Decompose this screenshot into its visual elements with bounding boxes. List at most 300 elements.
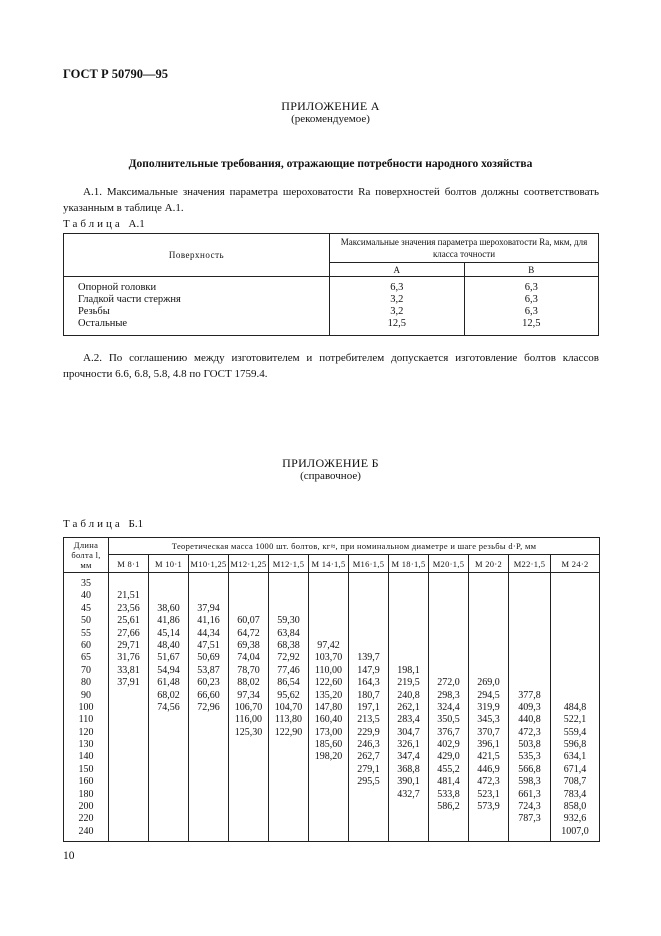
mass-value <box>269 578 308 590</box>
mass-value: 787,3 <box>518 813 541 825</box>
mass-value: 54,94 <box>157 664 180 676</box>
header-size: М12·1,25 <box>229 555 269 573</box>
mass-value <box>389 640 428 652</box>
ra-value: 3,2 <box>390 294 404 305</box>
mass-value: 319,9 <box>477 701 500 713</box>
mass-value: 41,86 <box>157 615 180 627</box>
mass-value: 326,1 <box>397 739 420 751</box>
mass-value <box>109 789 148 801</box>
mass-value <box>509 640 550 652</box>
length-value: 45 <box>81 602 91 614</box>
mass-value <box>229 578 268 590</box>
mass-value: 27,66 <box>117 627 140 639</box>
mass-value <box>389 578 428 590</box>
mass-value: 481,4 <box>437 776 460 788</box>
table-caption-number: Б.1 <box>128 518 144 530</box>
mass-value: 122,90 <box>274 726 303 738</box>
appendix-a-status: (рекомендуемое) <box>291 113 370 125</box>
length-value: 150 <box>78 763 94 775</box>
mass-column <box>551 573 600 842</box>
mass-value: 522,1 <box>563 714 587 726</box>
length-value: 70 <box>81 664 91 676</box>
mass-value <box>349 578 388 590</box>
mass-value <box>109 776 148 788</box>
mass-value: 455,2 <box>437 763 460 775</box>
mass-value: 440,8 <box>518 714 541 726</box>
document-code: ГОСТ Р 50790—95 <box>63 67 169 81</box>
mass-value <box>551 665 599 677</box>
mass-value <box>309 628 348 640</box>
mass-value <box>229 801 268 813</box>
mass-value: 304,7 <box>397 726 420 738</box>
mass-value <box>309 826 348 838</box>
mass-value: 72,92 <box>277 652 300 664</box>
header-length-line: мм <box>80 560 92 570</box>
mass-value <box>309 578 348 590</box>
mass-value: 213,5 <box>357 714 380 726</box>
mass-value: 48,40 <box>157 639 180 651</box>
mass-value <box>229 826 268 838</box>
mass-value: 173,00 <box>314 726 343 738</box>
mass-value <box>349 801 388 813</box>
mass-value <box>429 578 468 590</box>
mass-value <box>429 640 468 652</box>
mass-value: 60,07 <box>237 615 260 627</box>
mass-value <box>149 727 188 739</box>
mass-value <box>149 739 188 751</box>
mass-value <box>189 764 228 776</box>
mass-value <box>109 690 148 702</box>
mass-value <box>429 826 468 838</box>
mass-value: 262,7 <box>357 751 380 763</box>
mass-value <box>469 640 508 652</box>
mass-value <box>229 776 268 788</box>
mass-value: 95,62 <box>277 689 300 701</box>
mass-value: 103,70 <box>314 652 343 664</box>
mass-value <box>309 789 348 801</box>
mass-value <box>109 578 148 590</box>
length-value: 50 <box>81 615 91 627</box>
mass-column <box>269 573 309 842</box>
mass-value: 78,70 <box>237 664 260 676</box>
mass-value <box>349 789 388 801</box>
class-b-values <box>464 277 599 336</box>
mass-value: 347,4 <box>397 751 420 763</box>
mass-value: 432,7 <box>397 788 420 800</box>
mass-value: 1007,0 <box>561 825 589 837</box>
mass-column <box>109 573 149 842</box>
mass-value <box>551 628 599 640</box>
mass-value: 59,30 <box>277 615 300 627</box>
length-column <box>64 573 109 842</box>
mass-value <box>551 690 599 702</box>
mass-value: 472,3 <box>518 726 541 738</box>
length-value: 130 <box>78 739 94 751</box>
length-value: 40 <box>81 590 91 602</box>
mass-value <box>189 751 228 763</box>
mass-value <box>551 578 599 590</box>
table-caption-number: А.1 <box>128 218 145 230</box>
mass-value: 66,60 <box>197 689 220 701</box>
mass-value <box>469 590 508 602</box>
mass-value: 63,84 <box>277 627 300 639</box>
mass-value: 31,76 <box>117 652 140 664</box>
mass-value <box>469 578 508 590</box>
mass-value <box>149 751 188 763</box>
mass-value <box>349 640 388 652</box>
ra-value: 6,3 <box>524 282 538 293</box>
paragraph-a1: А.1. Максимальные значения параметра шероховатости Ra поверхностей болтов должны соответствовать указанным в таблице А.1. <box>63 186 599 214</box>
mass-value: 472,3 <box>477 776 500 788</box>
mass-value <box>189 714 228 726</box>
mass-value <box>189 578 228 590</box>
mass-value <box>429 665 468 677</box>
mass-value: 64,72 <box>237 627 260 639</box>
mass-value: 596,8 <box>563 739 587 751</box>
mass-value: 29,71 <box>117 639 140 651</box>
mass-value <box>109 714 148 726</box>
header-size: М16·1,5 <box>349 555 389 573</box>
mass-value: 409,3 <box>518 701 541 713</box>
mass-value <box>509 615 550 627</box>
length-value: 200 <box>78 801 94 813</box>
mass-value: 446,9 <box>477 763 500 775</box>
mass-value <box>469 628 508 640</box>
mass-value <box>229 813 268 825</box>
mass-value: 23,56 <box>117 602 140 614</box>
mass-value: 74,56 <box>157 701 180 713</box>
mass-value <box>509 578 550 590</box>
mass-value <box>349 813 388 825</box>
mass-value: 37,94 <box>197 602 220 614</box>
table-a1 <box>63 233 599 336</box>
length-value: 80 <box>81 677 91 689</box>
mass-value: 269,0 <box>477 677 500 689</box>
mass-value: 21,51 <box>117 590 140 602</box>
length-value: 120 <box>78 726 94 738</box>
length-value: 140 <box>78 751 94 763</box>
surface-list <box>64 277 330 336</box>
mass-value: 350,5 <box>437 714 460 726</box>
mass-value <box>189 739 228 751</box>
mass-value: 484,8 <box>563 701 587 713</box>
mass-value: 50,69 <box>197 652 220 664</box>
mass-value <box>509 677 550 689</box>
mass-value: 68,02 <box>157 689 180 701</box>
length-value: 100 <box>78 701 94 713</box>
mass-value <box>429 813 468 825</box>
header-size: М 10·1 <box>149 555 189 573</box>
mass-value <box>189 727 228 739</box>
mass-value: 533,8 <box>437 788 460 800</box>
mass-value: 164,3 <box>357 677 380 689</box>
mass-value <box>309 590 348 602</box>
table-caption-word: Таблица <box>63 518 123 530</box>
table-a1-caption <box>63 218 145 230</box>
length-value: 65 <box>81 652 91 664</box>
mass-column <box>309 573 349 842</box>
mass-value <box>189 813 228 825</box>
header-size: М12·1,5 <box>269 555 309 573</box>
mass-value: 396,1 <box>477 739 500 751</box>
mass-value <box>429 652 468 664</box>
mass-value <box>269 764 308 776</box>
header-size: М20·1,5 <box>429 555 469 573</box>
header-size: М 24·2 <box>551 555 600 573</box>
header-length <box>64 538 109 573</box>
header-length-line: болта l, <box>71 550 101 560</box>
mass-value: 147,80 <box>314 701 343 713</box>
mass-value: 45,14 <box>157 627 180 639</box>
mass-value <box>349 826 388 838</box>
mass-value <box>269 813 308 825</box>
mass-value <box>189 776 228 788</box>
mass-value <box>149 789 188 801</box>
mass-value: 61,48 <box>157 677 180 689</box>
header-size: М 8·1 <box>109 555 149 573</box>
mass-value: 298,3 <box>437 689 460 701</box>
mass-value <box>429 615 468 627</box>
mass-value <box>229 590 268 602</box>
header-ra-group: Максимальные значения параметра шероховатости Ra, мкм, для класса точности <box>330 234 599 263</box>
mass-value: 88,02 <box>237 677 260 689</box>
mass-value: 97,34 <box>237 689 260 701</box>
header-length-line: Длина <box>73 540 99 550</box>
mass-value <box>109 702 148 714</box>
ra-value: 6,3 <box>524 306 538 317</box>
mass-value <box>149 813 188 825</box>
mass-value: 41,16 <box>197 615 220 627</box>
mass-value: 72,96 <box>197 701 220 713</box>
mass-value <box>109 751 148 763</box>
mass-value <box>389 813 428 825</box>
length-value: 90 <box>81 689 91 701</box>
mass-value <box>349 590 388 602</box>
mass-value: 135,20 <box>314 689 343 701</box>
mass-value <box>229 764 268 776</box>
mass-value: 932,6 <box>563 813 587 825</box>
mass-value: 573,9 <box>477 801 500 813</box>
mass-value <box>389 628 428 640</box>
mass-value <box>389 590 428 602</box>
mass-value: 51,67 <box>157 652 180 664</box>
mass-value <box>389 615 428 627</box>
mass-value <box>189 801 228 813</box>
mass-value <box>551 677 599 689</box>
mass-value <box>189 789 228 801</box>
mass-value: 429,0 <box>437 751 460 763</box>
mass-column <box>229 573 269 842</box>
mass-value <box>269 603 308 615</box>
mass-value <box>469 603 508 615</box>
mass-value: 160,40 <box>314 714 343 726</box>
header-class-b: В <box>464 263 599 277</box>
ra-value: 12,5 <box>387 318 406 329</box>
mass-value <box>509 603 550 615</box>
mass-value <box>389 826 428 838</box>
mass-value <box>109 813 148 825</box>
header-surface: Поверхность <box>64 234 330 277</box>
mass-value <box>109 727 148 739</box>
mass-value <box>309 776 348 788</box>
mass-value: 535,3 <box>518 751 541 763</box>
mass-value <box>429 628 468 640</box>
header-class-a: А <box>330 263 465 277</box>
mass-value: 279,1 <box>357 763 380 775</box>
mass-value <box>309 603 348 615</box>
mass-value <box>389 652 428 664</box>
mass-value: 566,8 <box>518 763 541 775</box>
mass-value <box>551 652 599 664</box>
length-value: 60 <box>81 639 91 651</box>
mass-value: 47,51 <box>197 639 220 651</box>
mass-value <box>149 776 188 788</box>
mass-value: 125,30 <box>234 726 263 738</box>
mass-value <box>509 665 550 677</box>
mass-value <box>469 826 508 838</box>
mass-value <box>149 826 188 838</box>
mass-value: 598,3 <box>518 776 541 788</box>
mass-value <box>149 764 188 776</box>
length-value: 35 <box>81 578 91 589</box>
mass-value <box>389 801 428 813</box>
header-size: М 18·1,5 <box>389 555 429 573</box>
appendix-b-title: ПРИЛОЖЕНИЕ Б <box>282 456 379 470</box>
mass-column <box>429 573 469 842</box>
mass-value <box>551 615 599 627</box>
mass-value: 523,1 <box>477 788 500 800</box>
mass-value <box>229 603 268 615</box>
mass-value <box>269 801 308 813</box>
mass-value: 104,70 <box>274 701 303 713</box>
mass-value <box>309 764 348 776</box>
mass-value: 586,2 <box>437 801 460 813</box>
mass-value: 116,00 <box>234 714 263 726</box>
mass-value <box>149 578 188 590</box>
mass-value: 262,1 <box>397 701 420 713</box>
mass-value <box>109 764 148 776</box>
mass-value <box>509 826 550 838</box>
length-value: 220 <box>78 813 94 825</box>
table-b1-caption <box>63 518 143 530</box>
ra-value: 6,3 <box>390 282 404 293</box>
surface-name: Резьбы <box>78 306 110 317</box>
mass-value: 229,9 <box>357 726 380 738</box>
mass-value: 180,7 <box>357 689 380 701</box>
mass-value: 559,4 <box>563 726 587 738</box>
mass-value: 53,87 <box>197 664 220 676</box>
mass-value: 198,1 <box>397 664 420 676</box>
mass-value: 390,1 <box>397 776 420 788</box>
mass-value: 634,1 <box>563 751 587 763</box>
mass-value: 377,8 <box>518 689 541 701</box>
mass-value <box>149 714 188 726</box>
mass-value: 69,38 <box>237 639 260 651</box>
mass-value <box>309 801 348 813</box>
length-value: 160 <box>78 776 94 788</box>
mass-value <box>109 739 148 751</box>
mass-value <box>509 652 550 664</box>
mass-value: 294,5 <box>477 689 500 701</box>
mass-value <box>109 801 148 813</box>
header-mass-group: Теоретическая масса 1000 шт. болтов, кг≈, при номинальном диаметре и шаге резьбы d·P, мм <box>109 538 600 555</box>
mass-value: 60,23 <box>197 677 220 689</box>
mass-value: 272,0 <box>437 677 460 689</box>
mass-value <box>349 628 388 640</box>
mass-column <box>149 573 189 842</box>
mass-value <box>469 615 508 627</box>
mass-value: 97,42 <box>317 639 340 651</box>
mass-value: 68,38 <box>277 639 300 651</box>
mass-value <box>269 826 308 838</box>
table-caption-word: Таблица <box>63 218 123 230</box>
mass-value: 198,20 <box>314 751 343 763</box>
mass-value <box>189 590 228 602</box>
mass-value <box>551 640 599 652</box>
mass-value <box>109 826 148 838</box>
header-size: М22·1,5 <box>509 555 551 573</box>
mass-value: 370,7 <box>477 726 500 738</box>
mass-value: 38,60 <box>157 602 180 614</box>
mass-value: 197,1 <box>357 701 380 713</box>
page-number: 10 <box>63 850 75 862</box>
mass-value: 671,4 <box>563 763 587 775</box>
table-b1 <box>63 537 600 842</box>
length-value: 110 <box>78 714 94 726</box>
mass-value: 25,61 <box>117 615 140 627</box>
mass-value <box>149 590 188 602</box>
mass-value <box>149 801 188 813</box>
mass-value: 421,5 <box>477 751 500 763</box>
mass-value: 402,9 <box>437 739 460 751</box>
length-value: 180 <box>78 788 94 800</box>
mass-value: 858,0 <box>563 801 587 813</box>
mass-value: 139,7 <box>357 652 380 664</box>
mass-value <box>469 813 508 825</box>
mass-column <box>189 573 229 842</box>
header-size: М10·1,25 <box>189 555 229 573</box>
mass-column <box>349 573 389 842</box>
mass-value: 345,3 <box>477 714 500 726</box>
mass-value <box>269 776 308 788</box>
length-value: 55 <box>81 627 91 639</box>
class-a-values <box>330 277 465 336</box>
mass-value: 295,5 <box>357 776 380 788</box>
surface-name: Остальные <box>78 318 128 329</box>
header-size: М 14·1,5 <box>309 555 349 573</box>
mass-value <box>349 615 388 627</box>
ra-value: 6,3 <box>524 294 538 305</box>
mass-value <box>509 590 550 602</box>
appendix-a-title: ПРИЛОЖЕНИЕ А <box>281 99 380 113</box>
mass-value: 246,3 <box>357 739 380 751</box>
mass-value <box>309 615 348 627</box>
mass-value <box>269 789 308 801</box>
mass-value: 283,4 <box>397 714 420 726</box>
mass-value <box>469 665 508 677</box>
mass-value: 219,5 <box>397 677 420 689</box>
mass-value: 74,04 <box>237 652 260 664</box>
mass-value: 783,4 <box>563 788 587 800</box>
mass-value: 724,3 <box>518 801 541 813</box>
mass-value <box>551 590 599 602</box>
ra-value: 3,2 <box>390 306 404 317</box>
mass-value: 661,3 <box>518 788 541 800</box>
mass-value <box>429 590 468 602</box>
mass-value <box>269 739 308 751</box>
mass-value: 86,54 <box>277 677 300 689</box>
mass-value <box>349 603 388 615</box>
